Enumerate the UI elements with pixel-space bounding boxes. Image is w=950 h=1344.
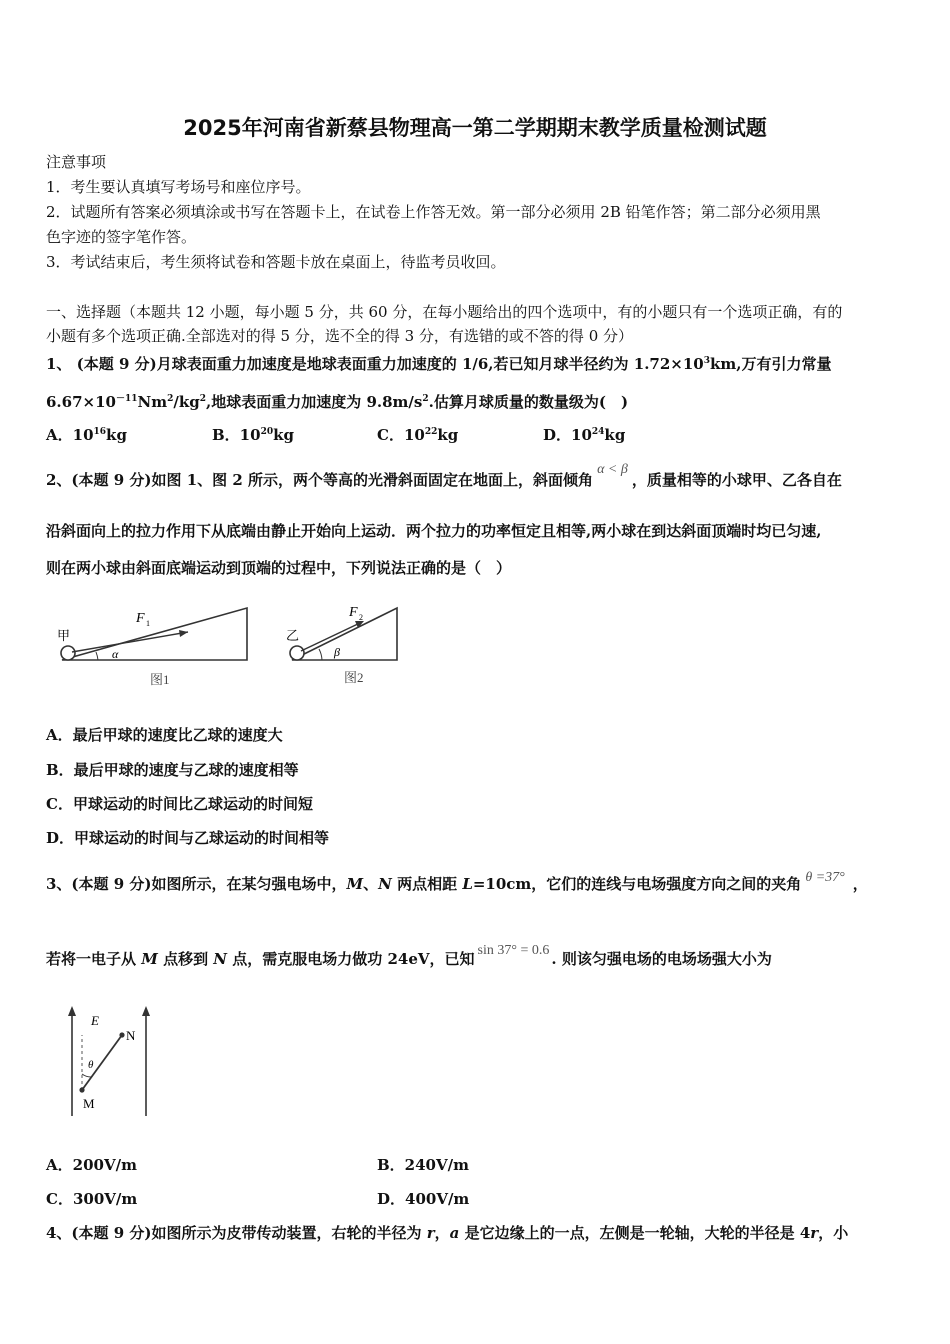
question-3-option-c[interactable]: C．300V/m	[46, 1190, 138, 1208]
question-3-line-2: 若将一电子从 M 点移到 N 点，需克服电场力做功 24eV，已知 sin 37° = 0.6 . 则该匀强电场的电场场强大小为	[46, 943, 772, 968]
question-2-option-d[interactable]: D．甲球运动的时间与乙球运动的时间相等	[46, 829, 330, 847]
notice-item-2-line-2: 色字迹的签字笔作答。	[46, 228, 197, 246]
formula-sin37: sin 37° = 0.6	[477, 943, 550, 958]
force-1-label: F	[136, 611, 145, 626]
notice-item-2-line-1: 2．试题所有答案必须填涂或书写在答题卡上，在试卷上作答无效。第一部分必须用 2B 铅笔作答；第二部分必须用黑	[46, 203, 821, 221]
e-label: E	[91, 1013, 99, 1028]
force-2-subscript: 2	[359, 613, 363, 622]
question-4-line-1: 4、(本题 9 分)如图所示为皮带传动装置，右轮的半径为 r，a 是它边缘上的一点，左侧是一轮轴，大轮的半径是 4r，小	[46, 1224, 849, 1242]
ball-1	[61, 646, 75, 660]
notice-heading: 注意事项	[46, 153, 107, 171]
ball-2-label: 乙	[286, 628, 300, 643]
point-m	[79, 1087, 84, 1092]
question-3-option-d[interactable]: D．400V/m	[377, 1190, 470, 1208]
figure-1-caption: 图1	[150, 672, 170, 687]
question-1-option-d[interactable]: D．$10^{24}kg$	[543, 426, 626, 444]
notice-item-3: 3．考试结束后，考生须将试卷和答题卡放在桌面上，待监考员收回。	[46, 253, 506, 271]
formula-theta-37: θ =37°	[805, 870, 845, 885]
incline-1	[62, 608, 247, 660]
n-label: N	[126, 1028, 136, 1043]
m-label: M	[83, 1096, 95, 1111]
question-2-option-c[interactable]: C．甲球运动的时间比乙球运动的时间短	[46, 795, 313, 813]
question-3-option-a[interactable]: A．200V/m	[46, 1156, 137, 1174]
theta-label: θ	[88, 1059, 94, 1071]
notice-item-1: 1．考生要认真填写考场号和座位序号。	[46, 178, 311, 196]
question-2-option-b[interactable]: B．最后甲球的速度与乙球的速度相等	[46, 761, 299, 779]
section-heading-line-2: 小题有多个选项正确.全部选对的得 5 分，选不全的得 3 分，有选错的或不答的得 0 分）	[46, 327, 634, 345]
figure-3-electric-field	[58, 1000, 158, 1120]
force-arrow-2	[301, 622, 362, 651]
question-1-line-1: 1、 (本题 9 分)月球表面重力加速度是地球表面重力加速度的 1/6,若已知月球半径约为 $1.72\times 10^3km$,万有引力常量	[46, 355, 832, 373]
question-1-option-a[interactable]: A．$10^{16}kg$	[46, 426, 127, 444]
question-1-line-2: $6.67\times 10^{-11}Nm^2/kg^2$,地球表面重力加速度为 $9.8m/s^2$.估算月球质量的数量级为( )	[46, 393, 629, 411]
ball-1-label: 甲	[57, 628, 71, 643]
question-1-option-b[interactable]: B．$10^{20}kg$	[212, 426, 294, 444]
question-2-line-1: 2、(本题 9 分)如图 1、图 2 所示，两个等高的光滑斜面固定在地面上，斜面倾角α < β，质量相等的小球甲、乙各自在	[46, 462, 842, 489]
question-1-option-c[interactable]: C．$10^{22}kg$	[377, 426, 459, 444]
force-2-label: F	[349, 605, 358, 620]
force-1-subscript: 1	[146, 619, 150, 628]
question-3-line-1: 3、(本题 9 分)如图所示，在某匀强电场中，M、N 两点相距 L=10cm，它们的连线与电场强度方向之间的夹角 θ =37° ，	[46, 870, 868, 893]
question-2-line-3: 则在两小球由斜面底端运动到顶端的过程中，下列说法正确的是（ ）	[46, 559, 512, 577]
angle-beta-label: β	[334, 645, 340, 659]
page-title: 2025年河南省新蔡县物理高一第二学期期末教学质量检测试题	[183, 116, 767, 140]
figure-2-caption: 图2	[344, 670, 364, 685]
question-3-option-b[interactable]: B．240V/m	[377, 1156, 469, 1174]
figure-2-incline	[282, 600, 412, 695]
section-heading-line-1: 一、选择题（本题共 12 小题，每小题 5 分，共 60 分，在每小题给出的四个选项中，有的小题只有一个选项正确，有的	[46, 303, 843, 321]
formula-alpha-lt-beta: α < β	[597, 462, 628, 477]
ball-2	[290, 646, 304, 660]
incline-2	[292, 608, 397, 660]
point-n	[119, 1032, 124, 1037]
angle-alpha-label: α	[112, 647, 119, 661]
force-arrow-1	[72, 632, 188, 652]
question-2-option-a[interactable]: A．最后甲球的速度比乙球的速度大	[46, 726, 283, 744]
figure-1-incline	[52, 600, 262, 695]
question-2-line-2: 沿斜面向上的拉力作用下从底端由静止开始向上运动．两个拉力的功率恒定且相等,两小球在到达斜面顶端时均已匀速,	[46, 522, 822, 540]
